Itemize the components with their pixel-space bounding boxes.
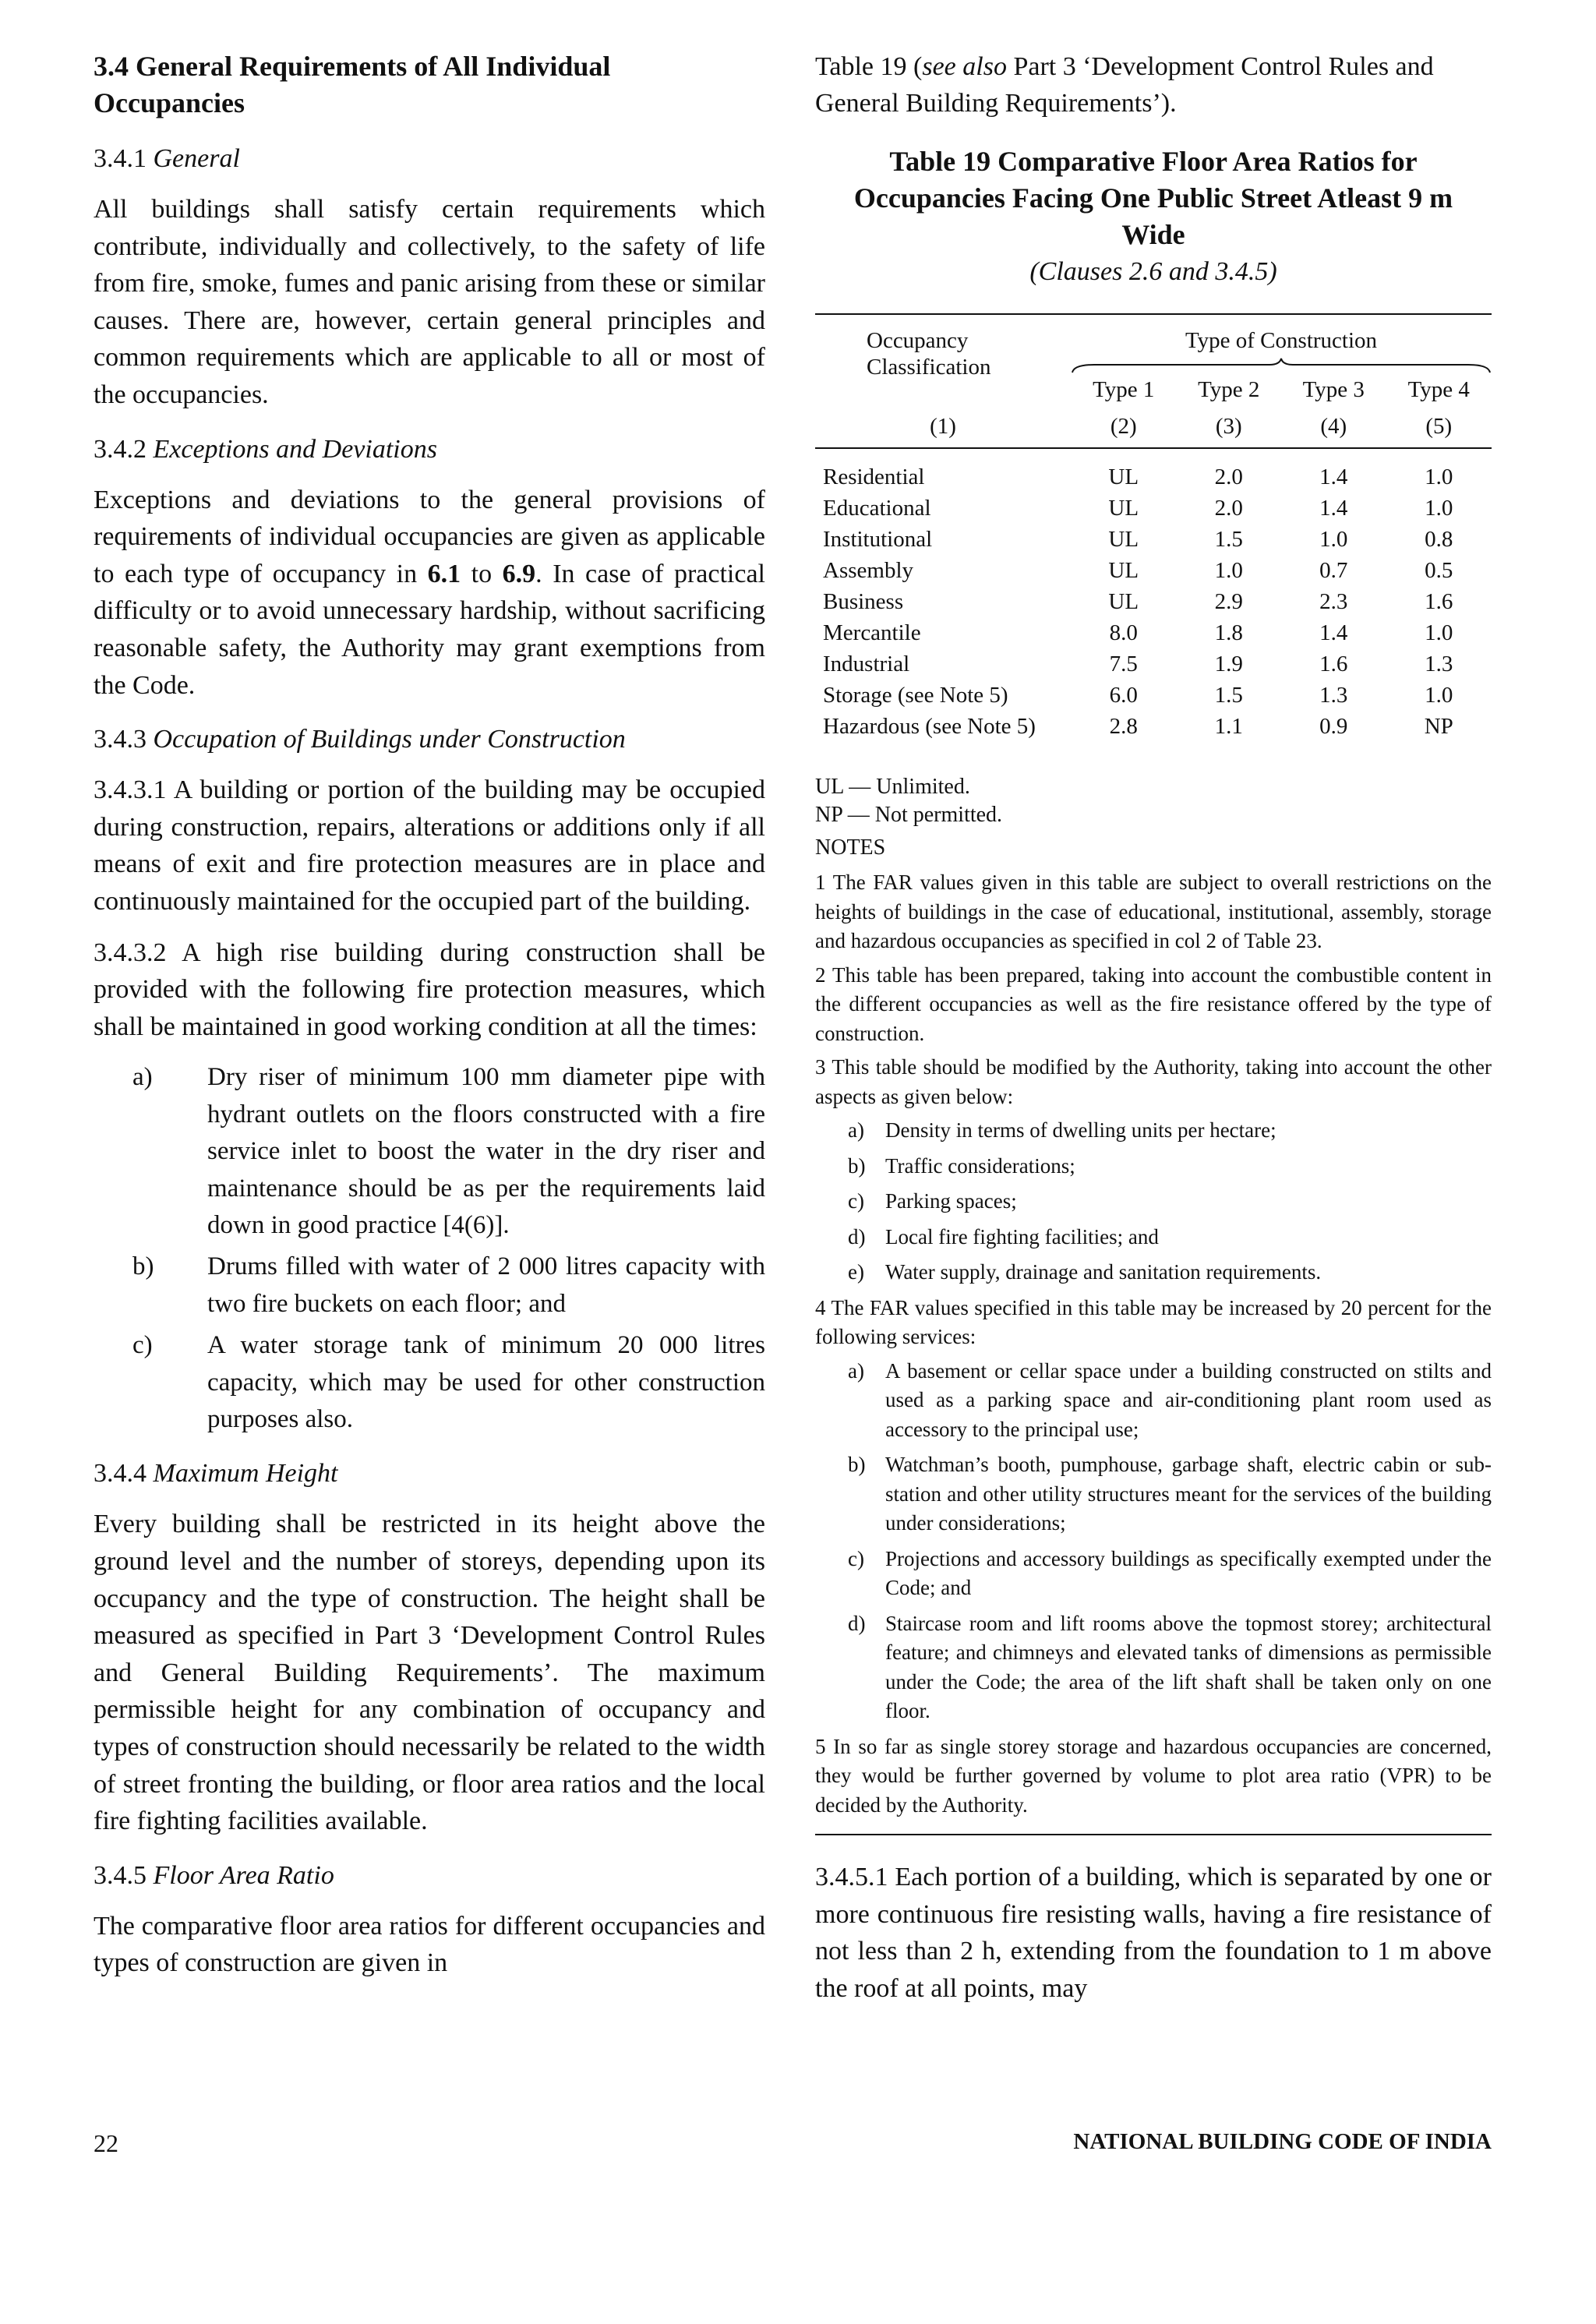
list-text: Local fire fighting facilities; and xyxy=(885,1224,1159,1249)
table-row xyxy=(815,711,1492,742)
column-number: (4) xyxy=(1320,414,1347,439)
far-table xyxy=(815,315,1492,742)
value-cell: 1.5 xyxy=(1214,683,1243,708)
table-row xyxy=(815,493,1492,524)
section-3-4-4-heading xyxy=(94,1455,765,1492)
value-cell: 0.9 xyxy=(1319,714,1348,739)
note-3-list xyxy=(815,1116,1492,1287)
list-text: Density in terms of dwelling units per hectare; xyxy=(885,1118,1276,1142)
list-marker: b) xyxy=(848,1453,866,1476)
occupancy-cell: Industrial xyxy=(823,652,910,676)
occupancy-cell: Mercantile xyxy=(823,620,921,645)
value-cell: 2.0 xyxy=(1214,464,1243,489)
publication-name: NATIONAL BUILDING CODE OF INDIA xyxy=(1073,2129,1492,2154)
value-cell: 1.5 xyxy=(1214,527,1243,552)
value-cell: 1.0 xyxy=(1319,527,1348,552)
note-1: 1 The FAR values given in this table are subject to overall restrictions on the heights of buildings in the case of educational, institutional, assembly, storage and hazardous occupancies as specified in col 2 of Table 23. xyxy=(815,871,1492,952)
section-3-4-2-heading xyxy=(94,431,765,468)
value-cell: 0.7 xyxy=(1319,558,1348,583)
list-text: Drums filled with water of 2 000 litres capacity with two fire buckets on each floor; and xyxy=(207,1252,765,1318)
table-row xyxy=(815,448,1492,493)
section-3-4-3-1-body xyxy=(94,772,765,920)
body-text: A building or portion of the building may be occupied during construction, repairs, alterations or additions only if all means of exit and fire protection measures are in place and continuously maintained for the occupied part of the building. xyxy=(94,775,765,916)
table-row xyxy=(815,586,1492,617)
list-marker: d) xyxy=(848,1611,866,1635)
section-3-4-2-body xyxy=(94,482,765,705)
list-item xyxy=(815,1357,1492,1445)
list-marker: a) xyxy=(848,1358,864,1383)
value-cell: NP xyxy=(1424,714,1453,739)
value-cell: UL xyxy=(1108,464,1139,489)
note-3: 3 This table should be modified by the Authority, taking into account the other aspects as given below: xyxy=(815,1055,1492,1108)
section-number: 3.4.2 xyxy=(94,434,147,464)
note-4-list xyxy=(815,1357,1492,1726)
list-item xyxy=(815,1152,1492,1181)
list-item xyxy=(94,1059,765,1244)
value-cell: 2.8 xyxy=(1109,714,1138,739)
occupancy-cell: Assembly xyxy=(823,558,913,583)
list-marker: a) xyxy=(848,1118,864,1142)
type-1-header: Type 1 xyxy=(1093,377,1155,402)
body-text: Exceptions and deviations to the general provisions of requirements of individual occupancies are given as applicable to each type of occupancy in xyxy=(94,485,765,588)
value-cell: 1.9 xyxy=(1214,652,1243,676)
section-title: Maximum Height xyxy=(153,1459,338,1489)
section-title: General xyxy=(153,144,240,173)
value-cell: 7.5 xyxy=(1109,652,1138,676)
list-text: Staircase room and lift rooms above the topmost storey; architectural feature; and chimneys and elevated tanks of dimensions as permissible under the Code; the area of the lift shaft shall be taken only on one floor. xyxy=(885,1611,1492,1722)
right-column xyxy=(815,48,1492,2021)
value-cell: 1.6 xyxy=(1425,589,1453,614)
section-3-4-4-body: Every building shall be restricted in its height above the ground level and the number of storeys, depending upon its occupancy and the type of construction. The height shall be measured as specified in Part 3 ‘Development Control Rules and General Building Requirements’. The maximum permissible height for any combination of occupancy and types of construction should necessarily be related to the width of street fronting the building, or floor area ratios and the local fire fighting facilities available. xyxy=(94,1510,765,1836)
list-text: A basement or cellar space under a building constructed on stilts and used as a parking space and air-conditioning plant room used as accessory to the principal use; xyxy=(885,1358,1492,1441)
occupancy-cell: Educational xyxy=(823,496,931,521)
list-marker: e) xyxy=(848,1260,864,1284)
column-number: (3) xyxy=(1215,414,1242,439)
list-item xyxy=(815,1450,1492,1538)
table-row xyxy=(815,555,1492,586)
section-3-4-1-heading xyxy=(94,140,765,177)
clause-reference: 6.9 xyxy=(502,559,536,588)
table-row xyxy=(815,648,1492,680)
value-cell: 0.8 xyxy=(1425,527,1453,552)
list-text: Dry riser of minimum 100 mm diameter pipe with hydrant outlets on the floors constructed with a fire service inlet to boost the water in the dry riser and maintenance should be as per the requirements laid down in good practice [4(6)]. xyxy=(207,1063,765,1239)
occupancy-cell: Residential xyxy=(823,464,925,489)
list-marker: c) xyxy=(848,1546,864,1570)
type-4-header: Type 4 xyxy=(1407,377,1470,402)
clause-reference: 6.1 xyxy=(427,559,461,588)
abbreviation-np: NP — Not permitted. xyxy=(815,803,1003,827)
column-header-type-of-construction xyxy=(1071,315,1492,374)
section-3-4-5-continued xyxy=(815,48,1492,122)
table-row xyxy=(815,617,1492,648)
abbreviation-ul: UL — Unlimited. xyxy=(815,775,970,799)
section-3-4-5-body: The comparative floor area ratios for different occupancies and types of construction are given in xyxy=(94,1911,765,1978)
value-cell: 2.3 xyxy=(1319,589,1348,614)
occupancy-cell: Hazardous (see Note 5) xyxy=(823,714,1036,739)
list-marker: c) xyxy=(132,1331,153,1360)
section-number: 3.4.5.1 xyxy=(815,1863,888,1891)
value-cell: 1.4 xyxy=(1319,464,1348,489)
brace-icon xyxy=(1071,357,1492,374)
value-cell: 1.0 xyxy=(1214,558,1243,583)
value-cell: UL xyxy=(1108,496,1139,521)
table-body xyxy=(815,448,1492,742)
body-text: Each portion of a building, which is separated by one or more continuous fire resisting walls, having a fire resistance of not less than 2 h, extending from the foundation to 1 m above the roof at all points, may xyxy=(815,1863,1492,2003)
fire-protection-list xyxy=(94,1059,765,1438)
section-3-4-5-heading xyxy=(94,1857,765,1894)
value-cell: 1.3 xyxy=(1425,652,1453,676)
column-number: (5) xyxy=(1425,414,1453,439)
body-text: to xyxy=(461,559,503,588)
list-item xyxy=(815,1223,1492,1252)
note-4: 4 The FAR values specified in this table may be increased by 20 percent for the following services: xyxy=(815,1295,1492,1348)
list-item xyxy=(94,1327,765,1438)
value-cell: 8.0 xyxy=(1109,620,1138,645)
section-number: 3.4.3 xyxy=(94,725,147,754)
value-cell: 1.0 xyxy=(1425,620,1453,645)
table-title: Table 19 Comparative Floor Area Ratios for Occupancies Facing One Public Street Atleast 9 m Wide xyxy=(853,146,1453,250)
body-text: Part 3 ‘Development Control Rules and General Building Requirements’). xyxy=(815,52,1434,118)
list-marker: b) xyxy=(848,1153,866,1178)
list-item xyxy=(815,1187,1492,1217)
list-text: A water storage tank of minimum 20 000 litres capacity, which may be used for other construction purposes also. xyxy=(207,1331,765,1433)
list-item xyxy=(815,1609,1492,1726)
value-cell: 2.9 xyxy=(1214,589,1243,614)
value-cell: 1.0 xyxy=(1425,496,1453,521)
value-cell: UL xyxy=(1108,589,1139,614)
table-notes xyxy=(815,868,1492,1820)
value-cell: 1.6 xyxy=(1319,652,1348,676)
body-text: Table 19 ( xyxy=(815,52,923,81)
value-cell: 6.0 xyxy=(1109,683,1138,708)
list-item xyxy=(815,1116,1492,1146)
value-cell: 1.4 xyxy=(1319,620,1348,645)
body-text: see also xyxy=(922,52,1007,81)
section-number: 3.4.4 xyxy=(94,1459,147,1489)
list-text: Parking spaces; xyxy=(885,1189,1017,1213)
body-text: A high rise building during construction shall be provided with the following fire protection measures, which shall be maintained in good working condition at all the times: xyxy=(94,938,765,1041)
section-title: Exceptions and Deviations xyxy=(153,434,437,464)
type-2-header: Type 2 xyxy=(1198,377,1260,402)
notes-label: NOTES xyxy=(815,835,886,860)
value-cell: 1.1 xyxy=(1214,714,1243,739)
table-row xyxy=(815,524,1492,555)
section-number: 3.4.3.2 xyxy=(94,938,167,967)
table-clauses: (Clauses 2.6 and 3.4.5) xyxy=(1029,257,1277,286)
section-number: 3.4.1 xyxy=(94,144,147,173)
section-3-4-3-heading xyxy=(94,721,765,758)
section-3-4-heading: 3.4 General Requirements of All Individual Occupancies xyxy=(94,51,611,118)
value-cell: UL xyxy=(1108,558,1139,583)
page-number: 22 xyxy=(94,2129,118,2157)
section-title: Floor Area Ratio xyxy=(153,1860,334,1890)
value-cell: UL xyxy=(1108,527,1139,552)
section-3-4-5-1-body xyxy=(815,1859,1492,2007)
type-3-header: Type 3 xyxy=(1302,377,1365,402)
column-number: (2) xyxy=(1110,414,1137,439)
value-cell: 1.8 xyxy=(1214,620,1243,645)
column-header-occupancy: Occupancy Classification xyxy=(867,328,991,380)
value-cell: 0.5 xyxy=(1425,558,1453,583)
list-marker: b) xyxy=(132,1252,154,1281)
occupancy-cell: Institutional xyxy=(823,527,933,552)
value-cell: 1.0 xyxy=(1425,464,1453,489)
table-bottom-rule xyxy=(815,1834,1492,1835)
value-cell: 1.0 xyxy=(1425,683,1453,708)
list-item xyxy=(94,1249,765,1323)
table-row xyxy=(815,680,1492,711)
list-item xyxy=(815,1258,1492,1287)
list-marker: c) xyxy=(848,1189,864,1213)
body-text: . In case of practical difficulty or to avoid unnecessary hardship, without sacrificing reasonable safety, the Authority may grant exemptions from the Code. xyxy=(94,559,765,700)
column-number: (1) xyxy=(930,414,956,439)
occupancy-cell: Storage (see Note 5) xyxy=(823,683,1008,708)
list-marker: d) xyxy=(848,1224,866,1249)
value-cell: 1.4 xyxy=(1319,496,1348,521)
list-text: Projections and accessory buildings as specifically exempted under the Code; and xyxy=(885,1546,1492,1599)
value-cell: 1.3 xyxy=(1319,683,1348,708)
list-marker: a) xyxy=(132,1063,153,1092)
list-text: Traffic considerations; xyxy=(885,1153,1075,1178)
section-3-4-3-2-body xyxy=(94,934,765,1046)
occupancy-cell: Business xyxy=(823,589,904,614)
list-text: Watchman’s booth, pumphouse, garbage shaft, electric cabin or sub-station and other utility structures meant for the services of the building under considerations; xyxy=(885,1453,1492,1535)
section-number: 3.4.3.1 xyxy=(94,775,167,805)
column-number-row xyxy=(815,403,1492,448)
column-group-label: Type of Construction xyxy=(1185,328,1378,353)
list-item xyxy=(815,1545,1492,1603)
section-3-4-1-body: All buildings shall satisfy certain requirements which contribute, individually and collectively, to the safety of life from fire, smoke, fumes and panic arising from these or similar causes. There are, however, certain general principles and common requirements which are applicable to all or most of the occupancies. xyxy=(94,195,765,409)
list-text: Water supply, drainage and sanitation requirements. xyxy=(885,1260,1322,1284)
section-number: 3.4.5 xyxy=(94,1860,147,1890)
table-header-row xyxy=(815,315,1492,374)
value-cell: 2.0 xyxy=(1214,496,1243,521)
left-column xyxy=(94,48,765,1996)
note-5: 5 In so far as single storey storage and hazardous occupancies are concerned, they would be further governed by volume to plot area ratio (VPR) to be decided by the Authority. xyxy=(815,1734,1492,1817)
note-2: 2 This table has been prepared, taking into account the combustible content in the different occupancies as well as the fire resistance offered by the type of construction. xyxy=(815,962,1492,1045)
section-title: Occupation of Buildings under Construction xyxy=(153,725,626,754)
